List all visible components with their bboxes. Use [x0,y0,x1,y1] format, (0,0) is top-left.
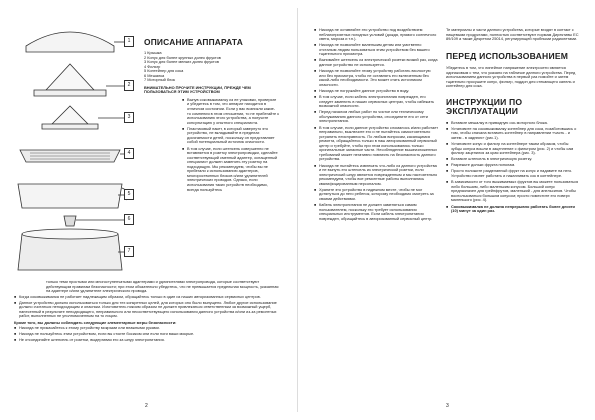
safety-continued-item: ■ Вынимайте штепсель из электрической розетки всякий раз, когда данное устройство не используется. [314,58,438,67]
safety-continued-list [314,28,438,221]
page-number-right: 3 [446,403,449,409]
instructions-list [446,121,580,214]
safety-continued-item: ■ Кабель электропитания не должен заменяться самим пользователем, поскольку это требует использования специальных инструментов. Если кабель электропитания поврежден, обращайтесь в авторизованный сервисный центр. [314,203,438,221]
parts-list [144,51,279,83]
parts-list-item: 5 Контейнер для сока [144,68,184,74]
instruction-item: ■ Вставьте мешалку в приводную ось моторного блока. [446,121,580,126]
juicer-illustration [6,20,134,280]
usage-warning-item: ■ Когда соковыжималка не работает надлежащим образом, обращайтесь только в один из наших авторизованных сервисных центров. [14,295,280,300]
juicer-exploded-diagram [6,20,134,280]
section-heading-description: ОПИСАНИЕ АППАРАТА [144,38,243,47]
safety-heading: Кроме того, вы должны соблюдать следующие элементарные меры безопасности: [14,319,177,325]
precaution-item: ■ В том случае, если штепсель совершенно не вставляется в розетку электропроводки, сделайте соответствующий сменный адаптер, оснащенный специалист должен заменить эту розетку на подходящую. Мы рекомендуем, чтобы вы не прибегали к использованию адаптеров, многороствинных блоков и/или удлинителей электрических проводов. Однако, если использования таких устройств необходимо, всегда пользуйтесь [182,147,279,192]
parts-list-item: 6 Мешалка [144,72,165,78]
instructions-column [446,28,580,408]
parts-list-item: 2 Конус для более крупных долек фруктов [144,54,221,60]
safety-continued-item: ■ В том случае, если данное устройство сломалось и/или работает неправильно, выключите его и не пытайтесь самостоятельно устранить неисправность. По любым вопросам, касающимся ремонта, обращайтесь только в наш авторизованный сервисный центр и требуйте, чтобы при этом использовались только оригинальные запасные части. Несоблюдение вышеизложенных требований может негативно повлиять на безопасность данного устройства. [314,126,438,162]
callout-2: 2 [124,80,134,91]
parts-list-item: 4 Фильтр [144,63,161,69]
safety-item: ■ Не отсоединяйте штепсель от розетки, выдергивая его за шнур электропитания. [14,338,280,343]
safety-continued-item: ■ Никогда не позволяйте этому устройству работать вхолостую или без присмотра, чтобы не оставлять его включенным без какой-либо необходимости. Это может стать источником опасности. [314,69,438,87]
parts-list-item: 1 Крышка [144,50,162,55]
safety-continued-item: ■ В том случае, если кабель электропитания поврежден, его следует заменить в наших сервисных центрах, чтобы избежать возможной опасности. [314,95,438,109]
safety-continued-column [314,28,438,406]
before-use-text: Убедитесь в том, что линейное напряжение электросети является одинаковым с тем, что указано на табличке данного устройства. Перед использованием данного устройства в первый раз помойте и затем тщательно просушите конус, фильтр, поддон для стекающего капель и контейнер для сока. [446,65,576,89]
callout-6: 6 [124,214,134,225]
safety-item: ■ Никогда не пользуйтесь этим устройством, если вы стоите босиком или если ноги ваши мокрые. [14,332,280,337]
precautions-list [144,98,279,192]
instruction-item: ■ Вставьте штепсель в электрическую розетку. [446,157,580,162]
parts-list-item: 3 Конус для более мелких долек фруктов [144,59,219,65]
safety-continued-item: ■ Никогда не пытайтесь извлекать что-либо из данного устройства и не вынуть его штепсель из электрической розетки, если электрический шнур является поврежденным и мы настоятельно рекомендуем, чтобы все ремонтные работы выполнялись квалифицированным персоналом. [314,164,438,187]
instruction-item: ■ Просто положите разделанный фрукт на конус и надавите на него. Устройство начнет работать и накапливать сок в контейнере. [446,169,580,178]
section-heading-instructions: ИНСТРУКЦИИ ПО ЭКСПЛУАТАЦИИ [446,96,523,117]
instruction-item: ■ В зависимости от того выжимаемых фруктов вы можете пользоваться либо большим, либо маленьким конусом. Большой конус предназначен для грейпфрутов, маленький - для апельсинов. Чтобы воспользоваться большим конусом; просто поместите его поверх маленького (рис. 4). [446,180,580,203]
instruction-item: ■ Установите конус и фильтр на контейнере таким образом, чтобы зубцы конуса вошли в зацепление с фильтром (рис. 2) и чтобы сам фильтр зацепился за края контейнера (рис. 3). [446,142,580,156]
callout-5: 5 [124,189,134,200]
precaution-item: ■ Вынув соковыжималку из ее упаковки, проверьте и убедитесь в том, что аппарат находится в отличном состоянии. Если у вас возникли какие-то сомнения в этом отношении, то не прибегайте к использованию этого устройства, а получите консультацию у опытного специалиста. [182,98,279,125]
description-column [144,38,279,276]
instruction-item-warning: ■ Соковыжималка не должна непрерывно работать более десяти (10) минут за один раз. [446,205,580,214]
safety-continued-item: ■ Никогда не оставляйте это устройство под воздействием неблагоприятных погодных условий (дождя, прямого солнечного света, мороза и т.п.). [314,28,438,42]
warning-heading: ВНИМАТЕЛЬНО ПРОЧИТЕ ИНСТРУКЦИИ, ПРЕЖДЕ ЧЕМ ПОЛЬЗОВАТЬСЯ ЭТИМ УСТРОЙСТВОМ [144,84,251,95]
callout-7: 7 [124,246,134,257]
usage-warnings-list [14,295,280,319]
precaution-item: ■ Пластиковый пакет, в который завернуто это устройство, не вкладывайте в пределах досягаемости детей, поскольку он представляет собой потенциальный источник опасности. [182,127,279,145]
left-page [0,0,297,420]
safety-continued-item: ■ Никогда не позволяйте маленьким детям или умственно отсталым людям пользоваться этим устройством без вашего тщательного присмотра. [314,43,438,57]
safety-continued-item: ■ Никогда не погружайте данное устройство в воду. [314,89,438,94]
instruction-item: ■ Разрежьте дольки фрукта пополам. [446,163,580,168]
section-heading-before-use: ПЕРЕД ИСПОЛЬЗОВАНИЕМ [446,50,569,61]
materials-note: Те материалы и части данного устройства, которые входят в контакт с пищевыми продуктами, полностью соответствуют нормам Директивы ЕС 89/109 а также Декретом 25014, регулирующей пробными радиолетами. [446,28,579,42]
callout-4: 4 [124,148,134,159]
safety-continued-item: ■ Перед началом любых работ по чистке или техническому обслуживанию данного устройства, отсоедините его от сети электропитания. [314,110,438,124]
instruction-item: ■ Установите на соковыжималку контейнер для сока, позаботившись о том, чтобы сначала вставить контейнер в направлении «часть - и затем - в заднюю» (рис.1). [446,127,580,141]
parts-list-item: 7 Моторный блок [144,77,176,83]
adapter-paragraph: только теми простыми или многоступенчатыми адаптерами и удлинителями электропровода, которые соответствуют действующим правилам безопасности; при этом обязательно убедитесь, что не превышается предельная мощность, указанная на адаптере и/или удлинителе электрического провода. [46,280,279,294]
callout-3: 3 [124,112,134,123]
safety-list [14,326,280,343]
page-number-left: 2 [145,403,148,409]
safety-item: ■ Никогда не прикасайтесь к этому устройству мокрыми или влажными руками. [14,326,280,331]
callout-1: 1 [124,36,134,47]
safety-continued-item: ■ Храните это устройство в надежном месте, чтобы не мог дотянуться до него ребенок, которому необходимо смотреть за своими действиями. [314,188,438,202]
right-page [298,0,595,420]
safety-block [14,280,280,404]
usage-warning-item: ■ Данное устройство должно использоваться только для тех конкретных целей, для которых оно было выпущено. Любое другое использование должно считаться неподходящим и опасным. Изготовитель никоим образом не должен привлекаться ответственным за возможный ущерб, нанесенный в результате неподходящего, неправильного или несоответствующего использования данного устройства и/или из-за ремонтных работ, выполненных не уполномоченным на то лицом. [14,301,280,319]
